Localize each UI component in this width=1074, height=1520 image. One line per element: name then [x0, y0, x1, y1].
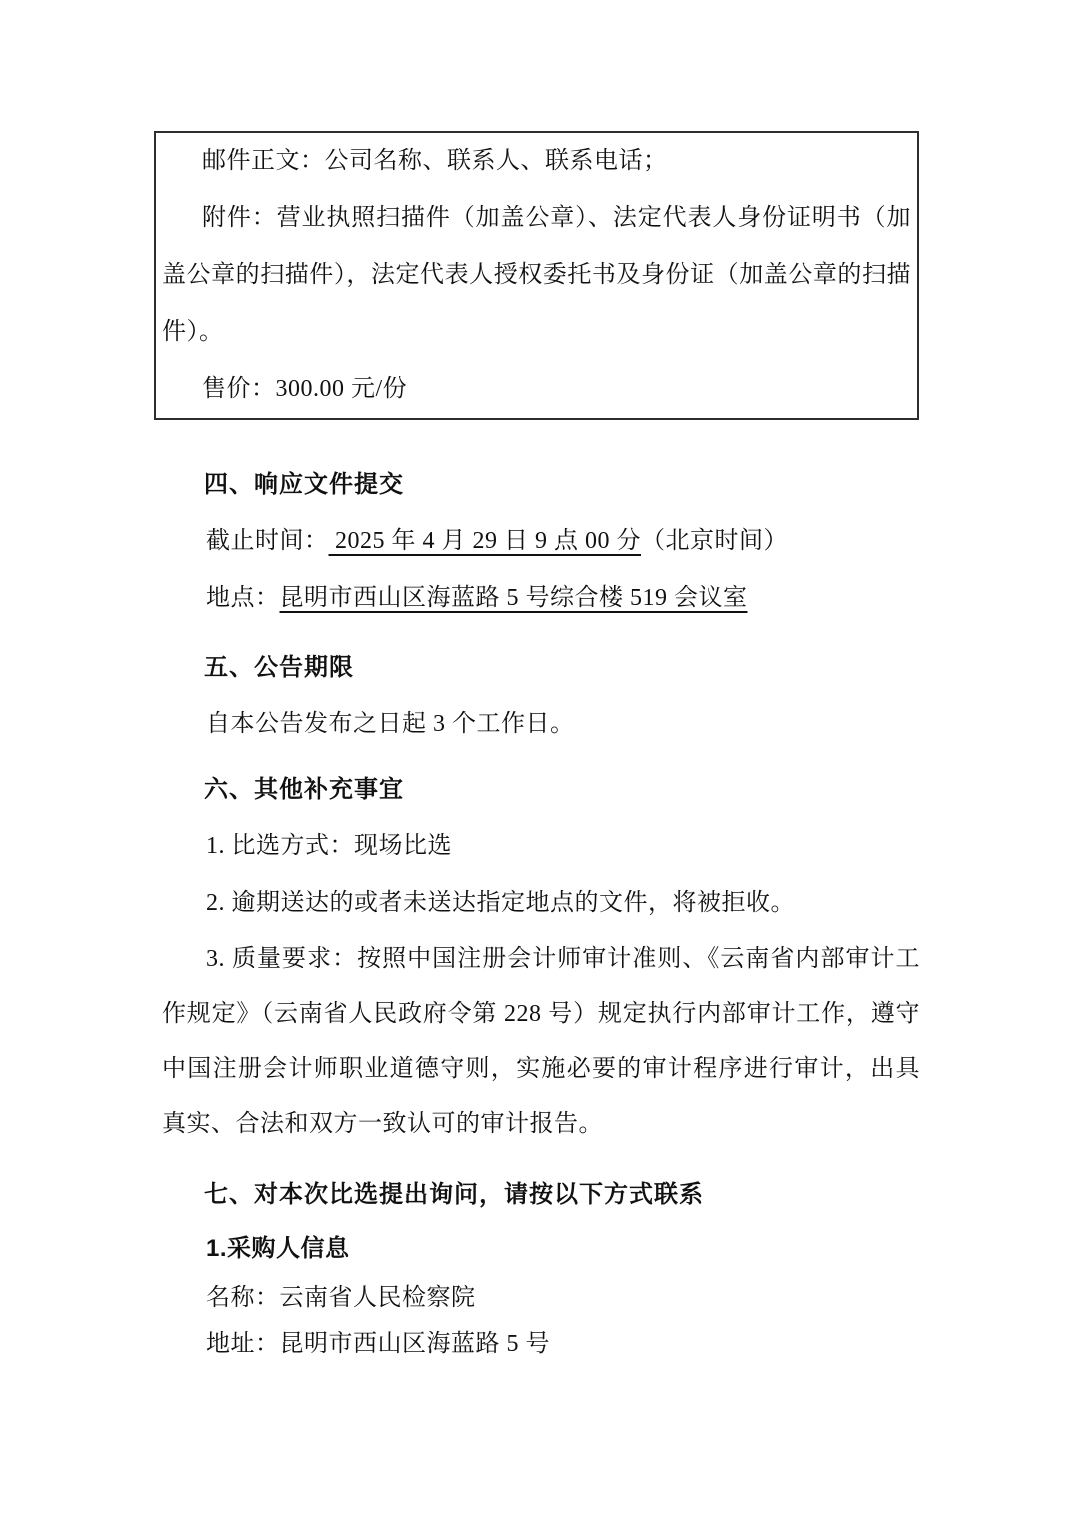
- location-label: 地点：: [206, 585, 280, 611]
- period-body-line: 自本公告发布之日起 3 个工作日。: [206, 711, 575, 737]
- purchaser-name-line: 名称：云南省人民检察院: [206, 1285, 476, 1311]
- email-body-line: 邮件正文：公司名称、联系人、联系电话；: [202, 148, 668, 174]
- deadline-line: [162, 513, 920, 570]
- section-period-heading: 五、公告期限: [204, 654, 354, 681]
- deadline-value: 2025 年 4 月 29 日 9 点 00 分: [328, 528, 641, 554]
- price-line: 售价：300.00 元/份: [202, 376, 408, 402]
- location-value: 昆明市西山区海蓝路 5 号综合楼 519 会议室: [279, 585, 748, 611]
- notice-box: [154, 131, 919, 420]
- attachment-line: 附件：营业执照扫描件（加盖公章）、法定代表人身份证明书（加盖公章的扫描件），法定代表人授权委托书及身份证（加盖公章的扫描件）。: [162, 205, 911, 345]
- purchaser-info-heading: 1.采购人信息: [206, 1235, 350, 1262]
- purchaser-address-line: 地址：昆明市西山区海蓝路 5 号: [206, 1331, 550, 1357]
- section-contact-heading: 七、对本次比选提出询问，请按以下方式联系: [204, 1181, 704, 1208]
- section-submission-heading: 四、响应文件提交: [204, 471, 404, 498]
- other-item-1: 1. 比选方式：现场比选: [206, 833, 452, 859]
- other-item-3: 3. 质量要求：按照中国注册会计师审计准则、《云南省内部审计工作规定》（云南省人民政府令第 228 号）规定执行内部审计工作，遵守中国注册会计师职业道德守则，实施必要的审计程序进行审计，出具真实、合法和双方一致认可的审计报告。: [162, 946, 920, 1137]
- section-other-heading: 六、其他补充事宜: [204, 776, 404, 803]
- location-line: [162, 570, 920, 627]
- deadline-suffix: （北京时间）: [641, 528, 788, 554]
- other-item-2: 2. 逾期送达的或者未送达指定地点的文件，将被拒收。: [206, 890, 795, 916]
- deadline-label: 截止时间：: [206, 528, 329, 554]
